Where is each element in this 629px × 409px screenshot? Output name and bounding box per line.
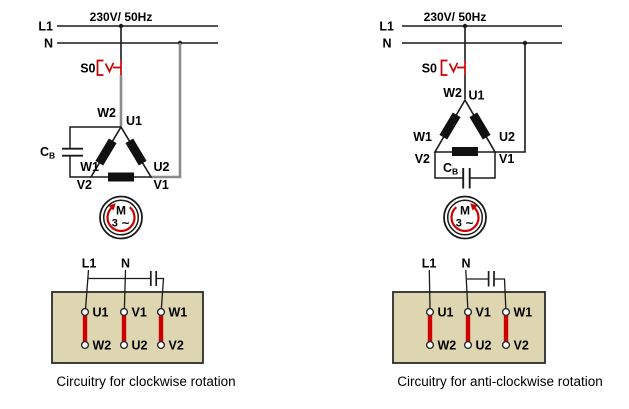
terminal-label-v2: V2 bbox=[513, 338, 529, 353]
motor-letter: M bbox=[116, 203, 126, 218]
capacitor-label: C bbox=[40, 145, 50, 159]
supply-bus-lines bbox=[57, 26, 218, 61]
terminal-u1 bbox=[427, 309, 434, 316]
winding-label-u2: U2 bbox=[499, 130, 515, 144]
terminal-w1 bbox=[503, 309, 510, 316]
terminal-label-u1: U1 bbox=[437, 305, 454, 320]
terminal-label-v1: V1 bbox=[475, 305, 491, 320]
winding-label-w2: W2 bbox=[443, 86, 462, 100]
winding-label-w2: W2 bbox=[97, 106, 116, 120]
terminal-u2 bbox=[465, 342, 472, 349]
terminal-label-w1: W1 bbox=[513, 305, 533, 320]
switch-blade bbox=[106, 63, 114, 72]
terminal-link-w1-v2 bbox=[159, 316, 163, 342]
winding-label-w1: W1 bbox=[413, 130, 432, 144]
neutral-label: N bbox=[43, 36, 53, 51]
winding-label-u1: U1 bbox=[126, 114, 142, 128]
supply-voltage-label: 230V/ 50Hz bbox=[89, 10, 153, 24]
terminal-label-w1: W1 bbox=[168, 305, 188, 320]
line-l1-label: L1 bbox=[38, 19, 53, 34]
switch-s0-symbol bbox=[442, 61, 466, 76]
winding-label-u2: U2 bbox=[153, 160, 170, 174]
neutral-to-winding-wire bbox=[151, 43, 180, 177]
motor-phase-label: 3 ∼ bbox=[455, 217, 475, 230]
motor-feed-wires bbox=[121, 43, 180, 177]
supply-voltage-label: 230V/ 50Hz bbox=[423, 10, 487, 24]
winding-label-v1: V1 bbox=[499, 152, 515, 166]
junction-dot bbox=[119, 24, 123, 28]
junction-dot bbox=[463, 24, 467, 28]
terminal-label-w2: W2 bbox=[92, 338, 112, 353]
terminal-u2 bbox=[121, 342, 128, 349]
box-n-label: N bbox=[120, 256, 131, 271]
switch-contact-bracket bbox=[442, 61, 448, 76]
terminal-label-v2: V2 bbox=[168, 338, 184, 353]
switch-terminal bbox=[113, 61, 121, 76]
terminal-link-u1-w2 bbox=[428, 316, 432, 342]
winding-bar-right bbox=[125, 139, 146, 166]
terminal-w1 bbox=[158, 309, 165, 316]
switch-blade bbox=[450, 63, 458, 72]
winding-label-v2: V2 bbox=[76, 178, 92, 192]
terminal-link-v1-u2 bbox=[122, 316, 126, 342]
terminal-v1 bbox=[465, 309, 472, 316]
diagram-clockwise bbox=[38, 10, 235, 389]
motor-symbol bbox=[444, 197, 486, 239]
terminal-label-w2: W2 bbox=[437, 338, 457, 353]
terminal-u1 bbox=[82, 309, 89, 316]
box-n-label: N bbox=[461, 256, 471, 271]
box-l1-label: L1 bbox=[421, 256, 437, 271]
line-l1-label: L1 bbox=[379, 19, 394, 34]
winding-bar-right bbox=[469, 113, 490, 140]
caption-clockwise: Circuitry for clockwise rotation bbox=[56, 374, 236, 389]
winding-triangle bbox=[91, 127, 151, 177]
switch-s0-label: S0 bbox=[80, 61, 96, 76]
box-l1-label: L1 bbox=[81, 256, 97, 271]
switch-terminal bbox=[457, 61, 465, 76]
winding-label-u1: U1 bbox=[468, 88, 485, 103]
winding-bar-bottom bbox=[452, 147, 478, 156]
supply-bus-lines bbox=[402, 26, 562, 61]
box-capacitor-plates bbox=[489, 271, 494, 287]
winding-bar-bottom bbox=[108, 173, 134, 182]
terminal-v1 bbox=[121, 309, 128, 316]
neutral-label: N bbox=[382, 36, 392, 51]
capacitor-plates bbox=[62, 149, 83, 156]
terminal-v2 bbox=[158, 342, 165, 349]
terminal-label-u2: U2 bbox=[475, 338, 492, 353]
motor-phase-label: 3 ∼ bbox=[111, 217, 131, 230]
capacitor-label: C bbox=[443, 161, 453, 175]
winding-label-v1: V1 bbox=[153, 178, 169, 192]
motor-symbol bbox=[100, 197, 142, 239]
terminal-label-u2: U2 bbox=[131, 338, 148, 353]
switch-contact-bracket bbox=[98, 61, 104, 76]
box-l1-wire bbox=[429, 270, 430, 308]
terminal-w2 bbox=[82, 342, 89, 349]
switch-s0-label: S0 bbox=[421, 61, 437, 76]
capacitor-plates bbox=[463, 168, 470, 189]
terminal-link-v1-u2 bbox=[466, 316, 470, 342]
caption-anti-clockwise: Circuitry for anti-clockwise rotation bbox=[397, 374, 603, 389]
diagram-anti-clockwise bbox=[379, 10, 602, 389]
winding-label-w1: W1 bbox=[80, 160, 99, 174]
terminal-link-u1-w2 bbox=[83, 316, 87, 342]
switch-s0-symbol bbox=[98, 61, 122, 76]
winding-bar-left bbox=[439, 113, 460, 140]
terminal-label-v1: V1 bbox=[131, 305, 147, 320]
terminal-v2 bbox=[503, 342, 510, 349]
terminal-w2 bbox=[427, 342, 434, 349]
capacitor-label-sub: B bbox=[49, 150, 56, 161]
winding-triangle bbox=[435, 100, 495, 152]
capacitor-label-sub: B bbox=[452, 166, 459, 177]
motor-letter: M bbox=[460, 203, 470, 218]
terminal-label-u1: U1 bbox=[92, 305, 109, 320]
winding-label-v2: V2 bbox=[414, 152, 430, 166]
terminal-link-w1-v2 bbox=[504, 316, 508, 342]
box-capacitor-plates bbox=[151, 271, 156, 286]
